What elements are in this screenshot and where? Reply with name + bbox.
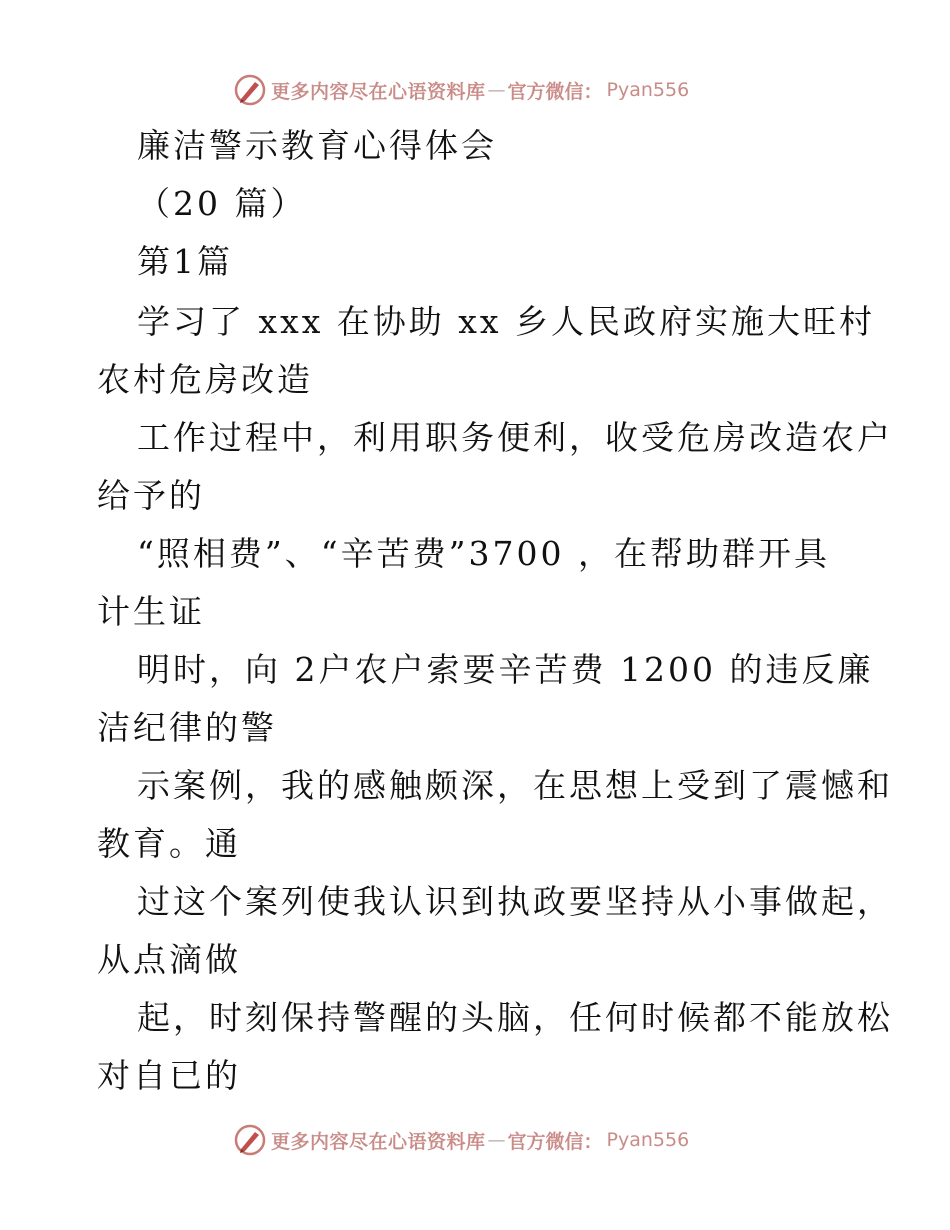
- document-title: 廉洁警示教育心得体会: [137, 126, 497, 165]
- pen-logo-icon: [233, 73, 267, 107]
- document-subtitle: （20 篇）: [137, 184, 307, 223]
- watermark-id: Pyan556: [606, 79, 690, 101]
- watermark-main-text: 更多内容尽在心语资料库: [271, 80, 486, 103]
- section-heading: 第1篇: [137, 242, 233, 281]
- watermark-header: [233, 72, 689, 108]
- paragraph-line: 示案例，我的感触颇深，在思想上受到了震憾和: [137, 766, 893, 805]
- watermark-sub-text: 官方微信：: [507, 80, 603, 103]
- paragraph-line: 教育。通: [97, 824, 241, 863]
- watermark-dash: —: [487, 79, 506, 101]
- paragraph-line: 洁纪律的警: [97, 708, 277, 747]
- paragraph-line: 给予的: [97, 476, 205, 515]
- watermark-main-text: 更多内容尽在心语资料库: [271, 1130, 486, 1153]
- watermark-footer: [233, 1122, 689, 1158]
- watermark-sub-text: 官方微信：: [507, 1130, 603, 1153]
- paragraph-line: 对自已的: [97, 1056, 241, 1095]
- paragraph-line: 过这个案列使我认识到执政要坚持从小事做起，: [137, 882, 893, 921]
- paragraph-line: 工作过程中，利用职务便利，收受危房改造农户: [137, 418, 893, 457]
- watermark-id: Pyan556: [606, 1129, 690, 1151]
- paragraph-line: 起，时刻保持警醒的头脑，任何时候都不能放松: [137, 998, 893, 1037]
- paragraph-line: 计生证: [97, 592, 205, 631]
- paragraph-line: 从点滴做: [97, 940, 241, 979]
- paragraph-line: 学习了 xxx 在协助 xx 乡人民政府实施大旺村: [137, 302, 876, 341]
- paragraph-line: “照相费”、“辛苦费”3700 ，在帮助群开具: [137, 534, 830, 573]
- pen-logo-icon: [233, 1123, 267, 1157]
- paragraph-line: 明时，向 2户农户索要辛苦费 1200 的违反廉: [137, 650, 874, 689]
- paragraph-line: 农村危房改造: [97, 360, 313, 399]
- watermark-dash: —: [487, 1129, 506, 1151]
